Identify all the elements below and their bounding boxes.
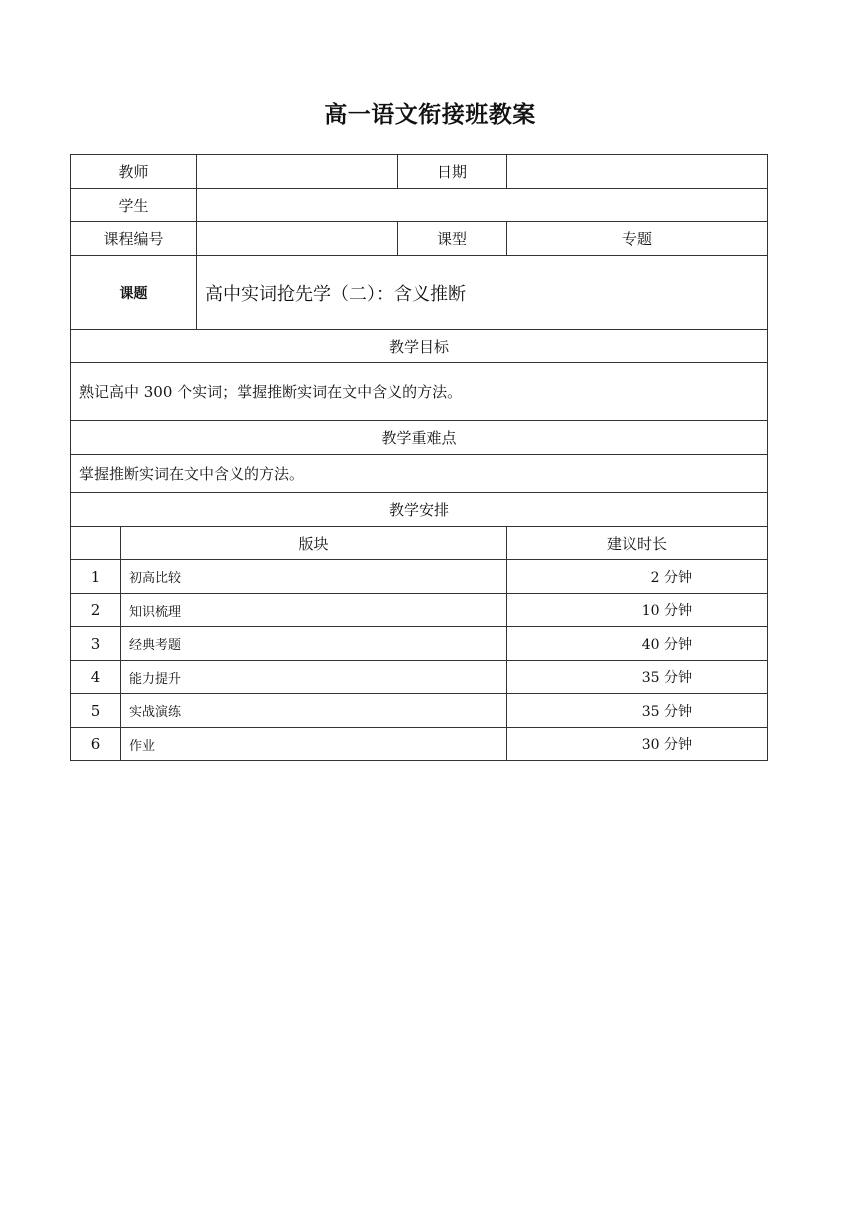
schedule-block-header: 版块 (121, 527, 507, 560)
row-number: 3 (71, 627, 121, 661)
date-value (507, 155, 768, 189)
topic-row (71, 256, 768, 330)
student-row (71, 189, 768, 222)
table-row (71, 560, 768, 594)
table-row (71, 627, 768, 661)
row-block: 能力提升 (121, 661, 507, 694)
course-type-value: 专题 (507, 222, 768, 256)
row-duration: 30 分钟 (507, 728, 768, 761)
course-no-value (197, 222, 398, 256)
topic-value: 高中实词抢先学（二）：含义推断 (197, 256, 768, 330)
schedule-no-header (71, 527, 121, 560)
teacher-date-row (71, 155, 768, 189)
row-number: 5 (71, 694, 121, 728)
row-duration: 2 分钟 (507, 560, 768, 594)
row-duration: 10 分钟 (507, 594, 768, 627)
table-row (71, 661, 768, 694)
key-points-heading: 教学重难点 (71, 421, 768, 455)
table-row (71, 694, 768, 728)
schedule-heading-row (71, 493, 768, 527)
schedule-header-row (71, 527, 768, 560)
row-block: 知识梳理 (121, 594, 507, 627)
student-label: 学生 (71, 189, 197, 222)
row-number: 1 (71, 560, 121, 594)
row-number: 2 (71, 594, 121, 627)
key-points-heading-row (71, 421, 768, 455)
row-duration: 35 分钟 (507, 661, 768, 694)
schedule-duration-header: 建议时长 (507, 527, 768, 560)
key-points-text-row (71, 455, 768, 493)
schedule-heading: 教学安排 (71, 493, 768, 527)
topic-label: 课题 (71, 256, 197, 330)
table-row (71, 728, 768, 761)
page-title: 高一语文衔接班教案 (324, 102, 536, 128)
row-block: 经典考题 (121, 627, 507, 661)
student-value (197, 189, 768, 222)
course-row (71, 222, 768, 256)
course-no-label: 课程编号 (71, 222, 197, 256)
date-label: 日期 (398, 155, 507, 189)
key-points-text: 掌握推断实词在文中含义的方法。 (71, 455, 768, 493)
row-duration: 40 分钟 (507, 627, 768, 661)
objectives-text-row (71, 363, 768, 421)
course-type-label: 课型 (398, 222, 507, 256)
row-number: 6 (71, 728, 121, 761)
teacher-label: 教师 (71, 155, 197, 189)
row-block: 初高比较 (121, 560, 507, 594)
row-number: 4 (71, 661, 121, 694)
objectives-heading-row (71, 330, 768, 363)
objectives-heading: 教学目标 (71, 330, 768, 363)
lesson-plan-table (70, 154, 768, 761)
row-duration: 35 分钟 (507, 694, 768, 728)
teacher-value (197, 155, 398, 189)
row-block: 作业 (121, 728, 507, 761)
objectives-text: 熟记高中 300 个实词；掌握推断实词在文中含义的方法。 (71, 363, 768, 421)
table-row (71, 594, 768, 627)
row-block: 实战演练 (121, 694, 507, 728)
